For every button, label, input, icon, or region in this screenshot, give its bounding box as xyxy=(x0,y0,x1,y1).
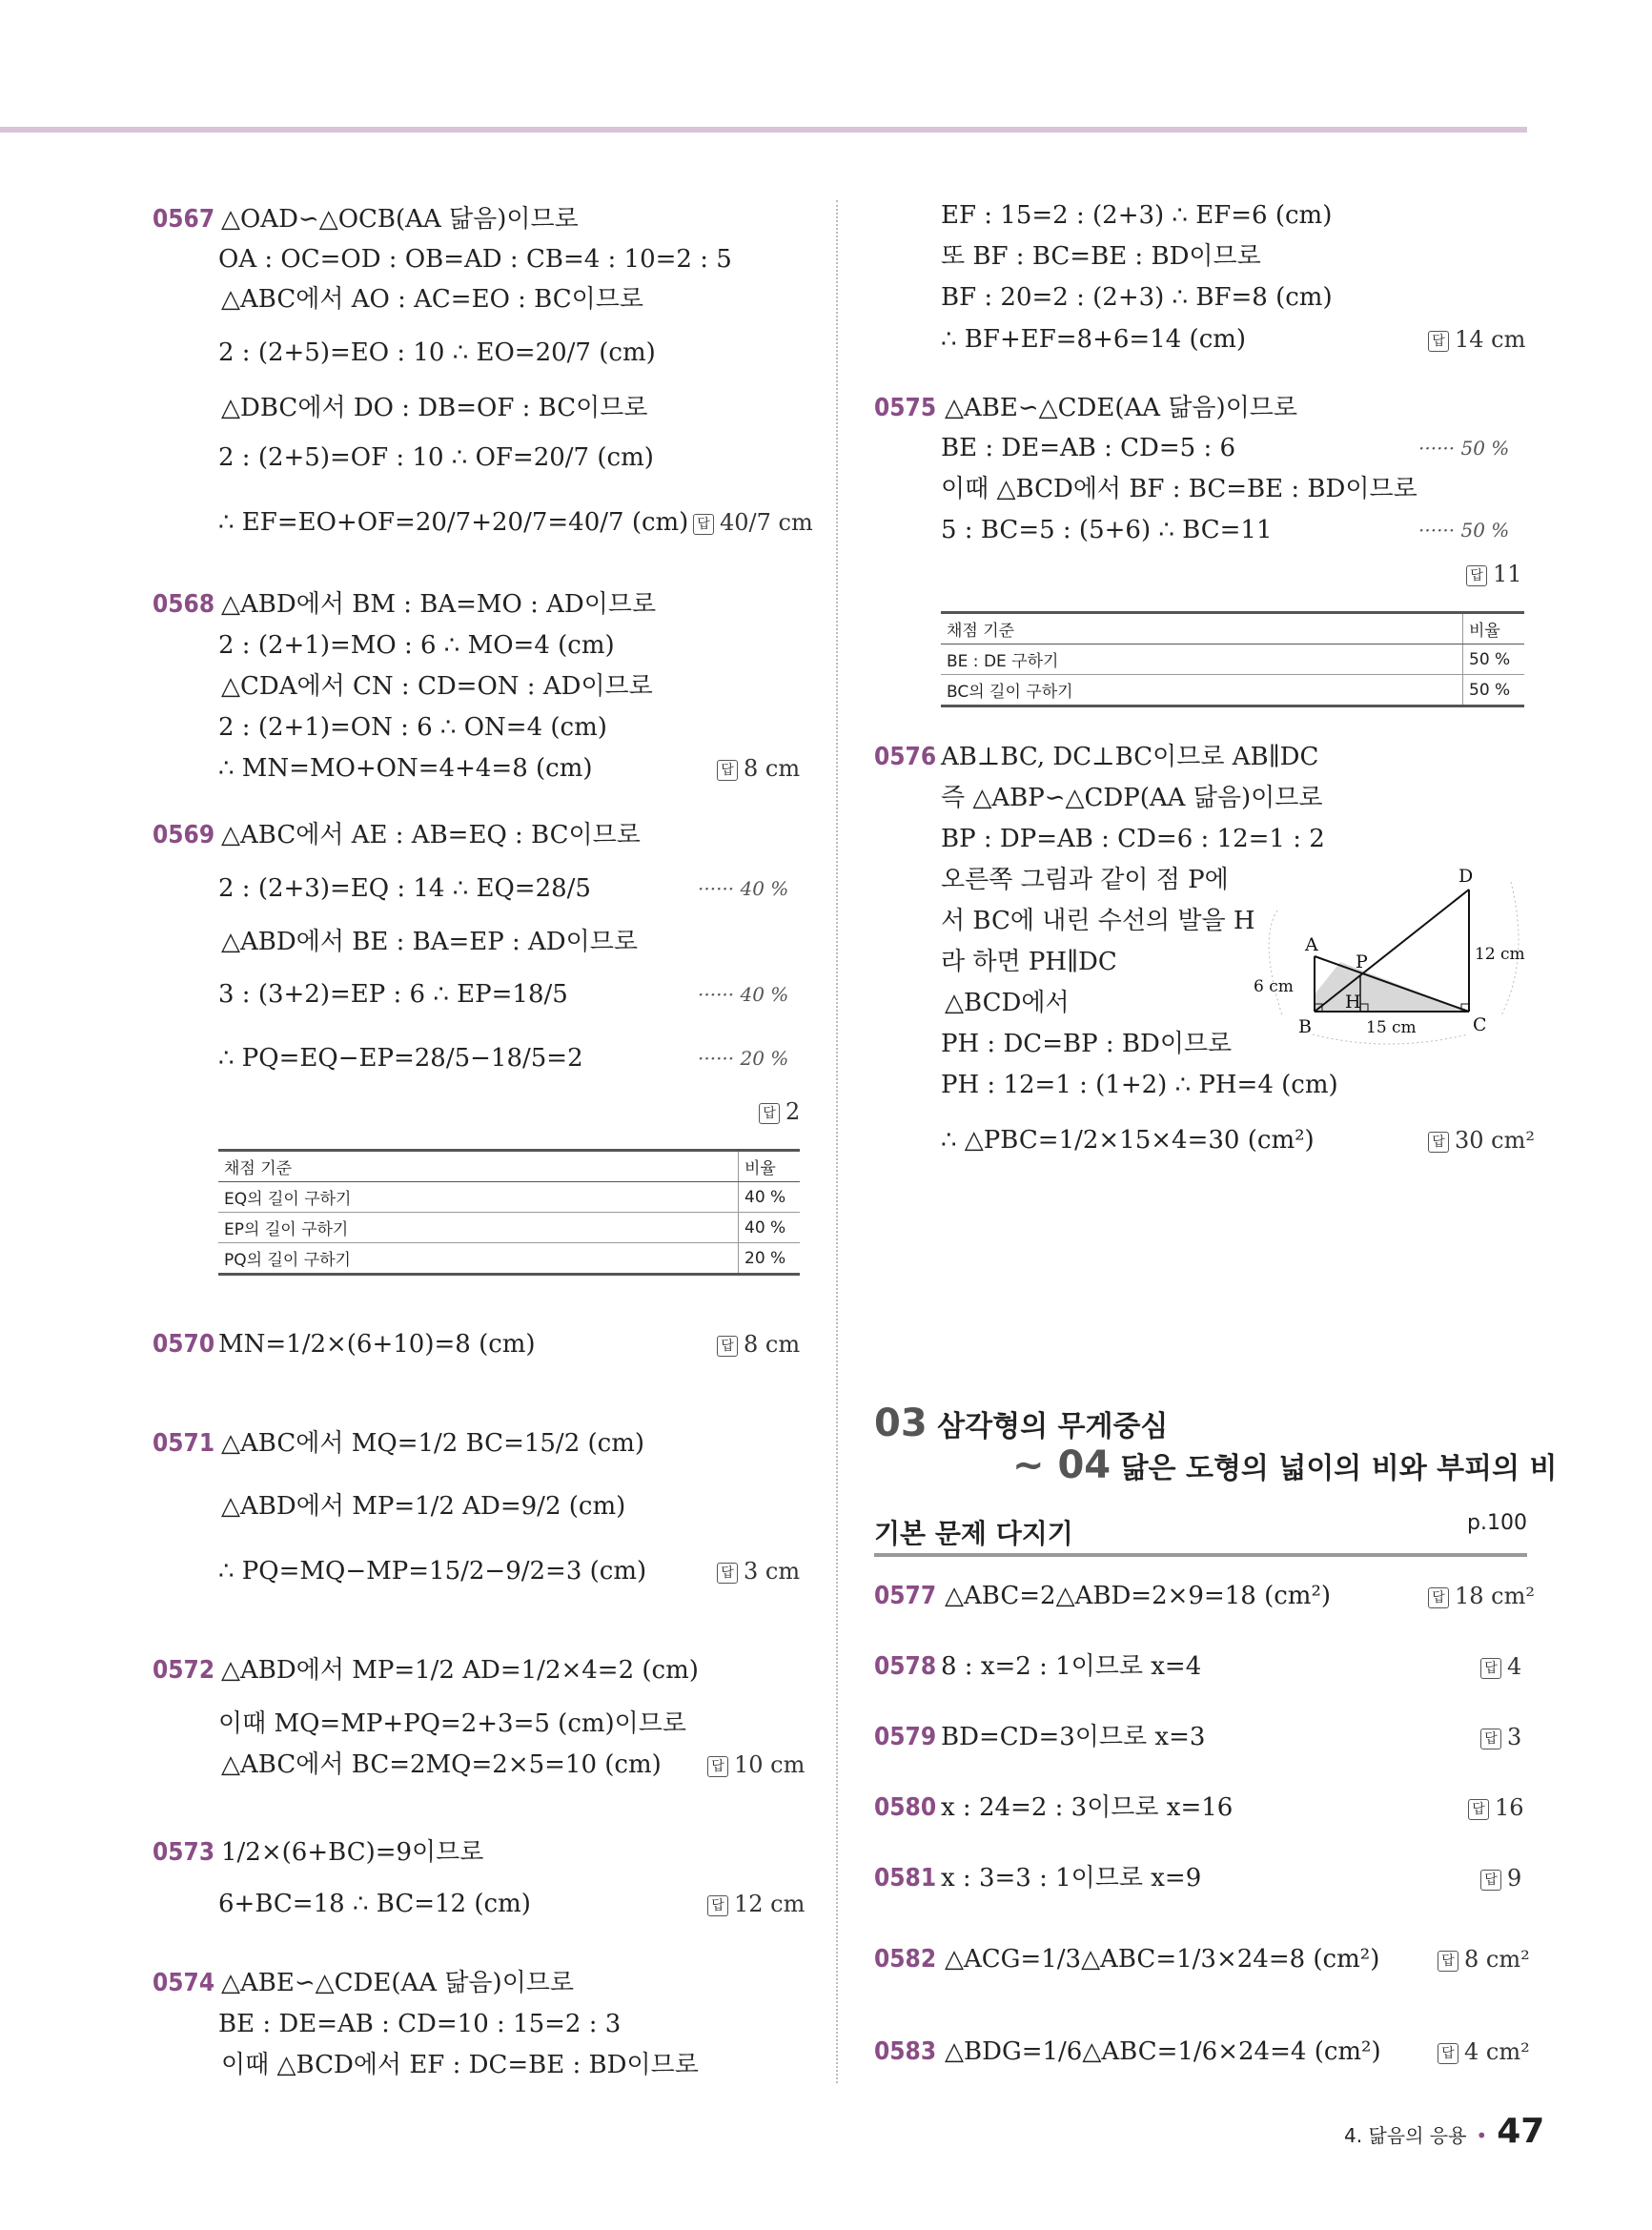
score-percent: ······ 40 % xyxy=(698,983,789,1006)
problem-number: 0579 xyxy=(874,1723,937,1751)
ratio-cell: 20 % xyxy=(739,1243,801,1275)
problem-number: 0575 xyxy=(874,394,937,422)
solution-line: ∴ PQ=MQ−MP=15/2−9/2=3 (cm) xyxy=(218,1557,647,1586)
solution-line: 또 BF : BC=BE : BD이므로 xyxy=(941,242,1261,271)
problem-number: 0578 xyxy=(874,1652,937,1681)
answer: 답 4 xyxy=(1480,1649,1521,1684)
page-number: 47 xyxy=(1497,2112,1545,2151)
solution-line: ∴ MN=MO+ON=4+4=8 (cm) xyxy=(218,754,593,783)
answer: 답 11 xyxy=(1466,557,1522,591)
criteria-cell: BC의 길이 구하기 xyxy=(941,675,1463,706)
problem-number: 0571 xyxy=(153,1429,215,1458)
solution-line: 오른쪽 그림과 같이 점 P에 xyxy=(941,866,1229,894)
answer: 답 30 cm² xyxy=(1428,1123,1535,1157)
solution-line: 즉 △ABP∽△CDP(AA 닮음)이므로 xyxy=(941,784,1323,812)
answer-mark-icon: 답 xyxy=(707,1895,728,1916)
ratio-header: 비율 xyxy=(1463,613,1525,644)
answer-mark-icon: 답 xyxy=(1468,1799,1489,1820)
label-b: B xyxy=(1298,1016,1312,1037)
solution-line: EF : 15=2 : (2+3) ∴ EF=6 (cm) xyxy=(941,201,1333,230)
solution-line: MN=1/2×(6+10)=8 (cm) xyxy=(218,1330,536,1359)
solution-line: △ABD에서 MP=1/2 AD=1/2×4=2 (cm) xyxy=(221,1656,699,1685)
problem-number: 0583 xyxy=(874,2037,937,2066)
ratio-cell: 50 % xyxy=(1463,644,1525,675)
answer-mark-icon: 답 xyxy=(759,1103,780,1124)
answer-mark-icon: 답 xyxy=(1438,2043,1458,2064)
score-percent: ······ 50 % xyxy=(1418,437,1510,460)
solution-line: 이때 △BCD에서 BF : BC=BE : BD이므로 xyxy=(941,475,1417,503)
solution-line: △ABD에서 BE : BA=EP : AD이므로 xyxy=(221,928,638,956)
solution-line: △ABC에서 AO : AC=EO : BC이므로 xyxy=(221,285,644,314)
ratio-header: 비율 xyxy=(739,1151,801,1182)
solution-line: AB⊥BC, DC⊥BC이므로 AB∥DC xyxy=(941,743,1319,771)
solution-line: 3 : (3+2)=EP : 6 ∴ EP=18/5 xyxy=(218,980,568,1009)
solution-line: △ABC에서 AE : AB=EQ : BC이므로 xyxy=(221,821,641,849)
answer-mark-icon: 답 xyxy=(1428,1132,1449,1153)
bullet-dot-icon: • xyxy=(1476,2124,1488,2147)
solution-line: 서 BC에 내린 수선의 발을 H xyxy=(941,907,1255,935)
solution-line: 6+BC=18 ∴ BC=12 (cm) xyxy=(218,1890,531,1918)
problem-number: 0573 xyxy=(153,1838,215,1867)
answer: 답 14 cm xyxy=(1428,322,1525,357)
score-percent: ······ 40 % xyxy=(698,877,789,900)
solution-line: △ABD에서 BM : BA=MO : AD이므로 xyxy=(221,590,657,619)
basic-label: 기본 문제 다지기 xyxy=(874,1518,1073,1549)
chapter-name: 4. 닮음의 응용 xyxy=(1344,2124,1467,2147)
problem-number: 0580 xyxy=(874,1793,937,1822)
solution-line: x : 3=3 : 1이므로 x=9 xyxy=(941,1864,1202,1892)
solution-line: x : 24=2 : 3이므로 x=16 xyxy=(941,1793,1234,1822)
solution-line: ∴ EF=EO+OF=20/7+20/7=40/7 (cm) xyxy=(218,508,689,537)
solution-line: BP : DP=AB : CD=6 : 12=1 : 2 xyxy=(941,825,1325,853)
score-percent: ······ 20 % xyxy=(698,1047,789,1070)
problem-number: 0576 xyxy=(874,743,937,771)
label-p: P xyxy=(1356,951,1368,972)
label-d: D xyxy=(1458,866,1474,887)
solution-line: △DBC에서 DO : DB=OF : BC이므로 xyxy=(221,394,648,422)
answer: 답 2 xyxy=(759,1095,800,1129)
answer-mark-icon: 답 xyxy=(1428,331,1449,352)
solution-line: △ABC에서 MQ=1/2 BC=15/2 (cm) xyxy=(221,1429,645,1458)
problem-number: 0582 xyxy=(874,1945,937,1974)
scoring-criteria-table xyxy=(941,611,1524,707)
solution-line: PH : 12=1 : (1+2) ∴ PH=4 (cm) xyxy=(941,1071,1338,1099)
label-h: H xyxy=(1345,992,1361,1013)
solution-line: △ACG=1/3△ABC=1/3×24=8 (cm²) xyxy=(945,1945,1380,1974)
solution-line: △ABE∽△CDE(AA 닮음)이므로 xyxy=(945,394,1298,422)
solution-line: 1/2×(6+BC)=9이므로 xyxy=(221,1838,484,1867)
solution-line: 5 : BC=5 : (5+6) ∴ BC=11 xyxy=(941,516,1273,544)
basic-problems-header xyxy=(874,1511,1527,1549)
answer: 답 40/7 cm xyxy=(693,505,813,540)
section-title: 03 삼각형의 무게중심 xyxy=(874,1401,1169,1445)
geometry-figure xyxy=(1254,863,1530,1054)
answer: 답 12 cm xyxy=(707,1887,805,1921)
scoring-criteria-table xyxy=(218,1149,800,1276)
solution-line: PH : DC=BP : BD이므로 xyxy=(941,1030,1233,1058)
problem-number: 0568 xyxy=(153,590,215,619)
length-ab: 6 cm xyxy=(1254,977,1294,996)
answer: 답 16 xyxy=(1468,1790,1524,1825)
answer-mark-icon: 답 xyxy=(1480,1729,1501,1749)
score-percent: ······ 50 % xyxy=(1418,519,1510,542)
solution-line: BD=CD=3이므로 x=3 xyxy=(941,1723,1206,1751)
solution-line: △OAD∽△OCB(AA 닮음)이므로 xyxy=(221,205,579,234)
column-divider xyxy=(836,200,838,2083)
solution-line: △ABE∽△CDE(AA 닮음)이므로 xyxy=(221,1969,575,1997)
solution-line: ∴ BF+EF=8+6=14 (cm) xyxy=(941,325,1247,354)
solution-line: OA : OC=OD : OB=AD : CB=4 : 10=2 : 5 xyxy=(218,245,732,274)
problem-number: 0567 xyxy=(153,205,215,234)
problem-number: 0581 xyxy=(874,1864,937,1892)
answer-mark-icon: 답 xyxy=(693,514,714,535)
ratio-cell: 40 % xyxy=(739,1182,801,1213)
solution-line: ∴ △PBC=1/2×15×4=30 (cm²) xyxy=(941,1126,1315,1155)
problem-number: 0577 xyxy=(874,1582,937,1610)
problem-number: 0572 xyxy=(153,1656,215,1685)
answer: 답 3 xyxy=(1480,1720,1521,1754)
solution-line: 2 : (2+5)=OF : 10 ∴ OF=20/7 (cm) xyxy=(218,443,654,472)
answer-mark-icon: 답 xyxy=(1438,1951,1458,1972)
criteria-cell: BE : DE 구하기 xyxy=(941,644,1463,675)
answer: 답 8 cm xyxy=(717,751,800,786)
solution-line: 2 : (2+3)=EQ : 14 ∴ EQ=28/5 xyxy=(218,874,591,903)
solution-line: BE : DE=AB : CD=10 : 15=2 : 3 xyxy=(218,2010,622,2038)
answer: 답 18 cm² xyxy=(1428,1579,1535,1613)
answer-mark-icon: 답 xyxy=(707,1756,728,1777)
header-underline xyxy=(874,1553,1527,1557)
solution-line: BF : 20=2 : (2+3) ∴ BF=8 (cm) xyxy=(941,283,1333,312)
answer: 답 8 cm² xyxy=(1438,1942,1530,1976)
solution-line: △ABD에서 MP=1/2 AD=9/2 (cm) xyxy=(221,1492,626,1521)
solution-line: △ABC=2△ABD=2×9=18 (cm²) xyxy=(945,1582,1332,1610)
answer: 답 8 cm xyxy=(717,1327,800,1361)
answer-mark-icon: 답 xyxy=(717,1563,738,1584)
criteria-cell: EP의 길이 구하기 xyxy=(218,1213,739,1243)
solution-line: △BDG=1/6△ABC=1/6×24=4 (cm²) xyxy=(945,2037,1381,2066)
length-dc: 12 cm xyxy=(1475,945,1525,964)
answer: 답 3 cm xyxy=(717,1554,800,1588)
criteria-cell: EQ의 길이 구하기 xyxy=(218,1182,739,1213)
dimension-arc xyxy=(1269,910,1282,1015)
solution-line: △ABC에서 BC=2MQ=2×5=10 (cm) xyxy=(221,1750,662,1779)
answer-mark-icon: 답 xyxy=(1480,1658,1501,1679)
answer: 답 4 cm² xyxy=(1438,2035,1530,2069)
answer-mark-icon: 답 xyxy=(1428,1587,1449,1608)
answer-mark-icon: 답 xyxy=(1480,1870,1501,1891)
label-c: C xyxy=(1473,1014,1487,1035)
solution-line: 이때 MQ=MP+PQ=2+3=5 (cm)이므로 xyxy=(218,1709,687,1738)
answer-mark-icon: 답 xyxy=(717,760,738,781)
solution-line: 이때 △BCD에서 EF : DC=BE : BD이므로 xyxy=(221,2051,699,2079)
answer: 답 9 xyxy=(1480,1861,1521,1895)
page-reference: p.100 xyxy=(1467,1511,1527,1535)
top-decorative-bar xyxy=(0,127,1527,133)
solution-line: 2 : (2+1)=ON : 6 ∴ ON=4 (cm) xyxy=(218,713,607,742)
page-footer xyxy=(1344,2112,1544,2151)
solution-line: 라 하면 PH∥DC xyxy=(941,948,1117,976)
answer-mark-icon: 답 xyxy=(1466,565,1487,586)
criteria-header: 채점 기준 xyxy=(218,1151,739,1182)
length-bc: 15 cm xyxy=(1366,1018,1417,1037)
solution-line: ∴ PQ=EQ−EP=28/5−18/5=2 xyxy=(218,1044,583,1073)
ratio-cell: 40 % xyxy=(739,1213,801,1243)
label-a: A xyxy=(1305,934,1318,955)
criteria-cell: PQ의 길이 구하기 xyxy=(218,1243,739,1275)
problem-number: 0570 xyxy=(153,1330,215,1359)
solution-line: △BCD에서 xyxy=(945,989,1070,1017)
solution-line: 2 : (2+5)=EO : 10 ∴ EO=20/7 (cm) xyxy=(218,338,656,367)
criteria-header: 채점 기준 xyxy=(941,613,1463,644)
solution-line: 2 : (2+1)=MO : 6 ∴ MO=4 (cm) xyxy=(218,631,615,660)
solution-line: BE : DE=AB : CD=5 : 6 xyxy=(941,434,1236,462)
ratio-cell: 50 % xyxy=(1463,675,1525,706)
answer-mark-icon: 답 xyxy=(717,1336,738,1357)
section-title: ~ 04 닮은 도형의 넓이의 비와 부피의 비 xyxy=(1012,1443,1558,1487)
problem-number: 0574 xyxy=(153,1969,215,1997)
answer: 답 10 cm xyxy=(707,1748,805,1782)
solution-line: △CDA에서 CN : CD=ON : AD이므로 xyxy=(221,672,653,701)
solution-line: 8 : x=2 : 1이므로 x=4 xyxy=(941,1652,1202,1681)
problem-number: 0569 xyxy=(153,821,215,849)
